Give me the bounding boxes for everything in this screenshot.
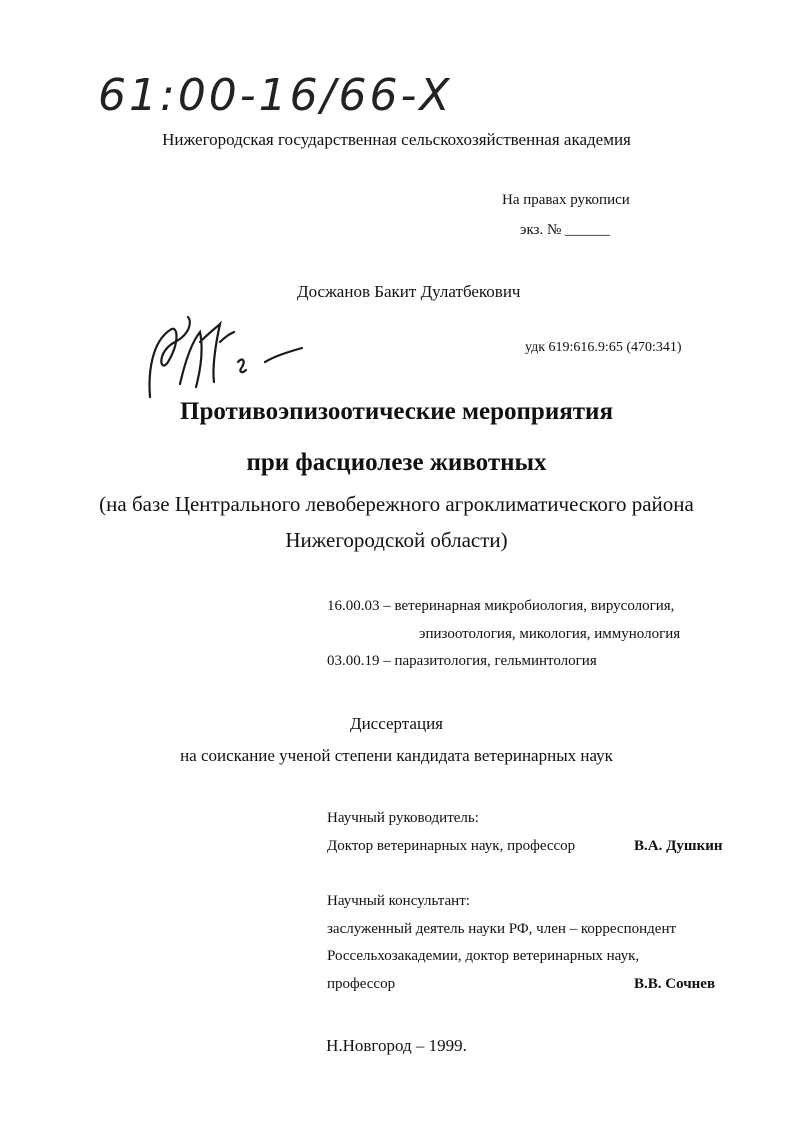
consultant-line-2: Россельхозакадемии, доктор ветеринарных наук, bbox=[327, 948, 640, 964]
dissertation-label: Диссертация bbox=[349, 714, 443, 733]
supervisor-title: Доктор ветеринарных наук, профессор bbox=[327, 838, 576, 854]
specialty-1-line-1: 16.00.03 – ветеринарная микробиология, вирусология, bbox=[327, 598, 675, 614]
thesis-title-line-1: Противоэпизоотические мероприятия bbox=[180, 398, 613, 425]
subtitle-line-2: Нижегородской области) bbox=[285, 528, 508, 552]
manuscript-rights-label: На правах рукописи bbox=[502, 192, 630, 208]
supervisor-label: Научный руководитель: bbox=[327, 810, 479, 826]
udk-code: удк 619:616.9:65 (470:341) bbox=[525, 340, 682, 355]
archive-number-handwritten: 61:00-16/66-Х bbox=[98, 70, 453, 121]
signature-image bbox=[130, 312, 320, 402]
specialty-2: 03.00.19 – паразитология, гельминтология bbox=[327, 653, 597, 669]
copy-number-label: экз. № ______ bbox=[520, 222, 611, 238]
supervisor-name: В.А. Душкин bbox=[634, 838, 723, 854]
author-name: Досжанов Бакит Дулатбекович bbox=[297, 282, 521, 301]
institution-name: Нижегородская государственная сельскохозяйственная академия bbox=[162, 130, 631, 149]
consultant-name: В.В. Сочнев bbox=[634, 976, 716, 992]
consultant-label: Научный консультант: bbox=[327, 893, 470, 909]
consultant-line-3: профессор bbox=[327, 976, 396, 992]
thesis-title-line-2: при фасциолезе животных bbox=[246, 449, 547, 476]
subtitle-line-1: (на базе Центрального левобережного агроклиматического района bbox=[99, 492, 694, 516]
consultant-line-1: заслуженный деятель науки РФ, член – корреспондент bbox=[327, 921, 677, 937]
degree-line: на соискание ученой степени кандидата ветеринарных наук bbox=[180, 746, 613, 765]
place-and-year: Н.Новгород – 1999. bbox=[326, 1036, 467, 1055]
specialty-1-line-2: эпизоотология, микология, иммунология bbox=[419, 626, 681, 642]
